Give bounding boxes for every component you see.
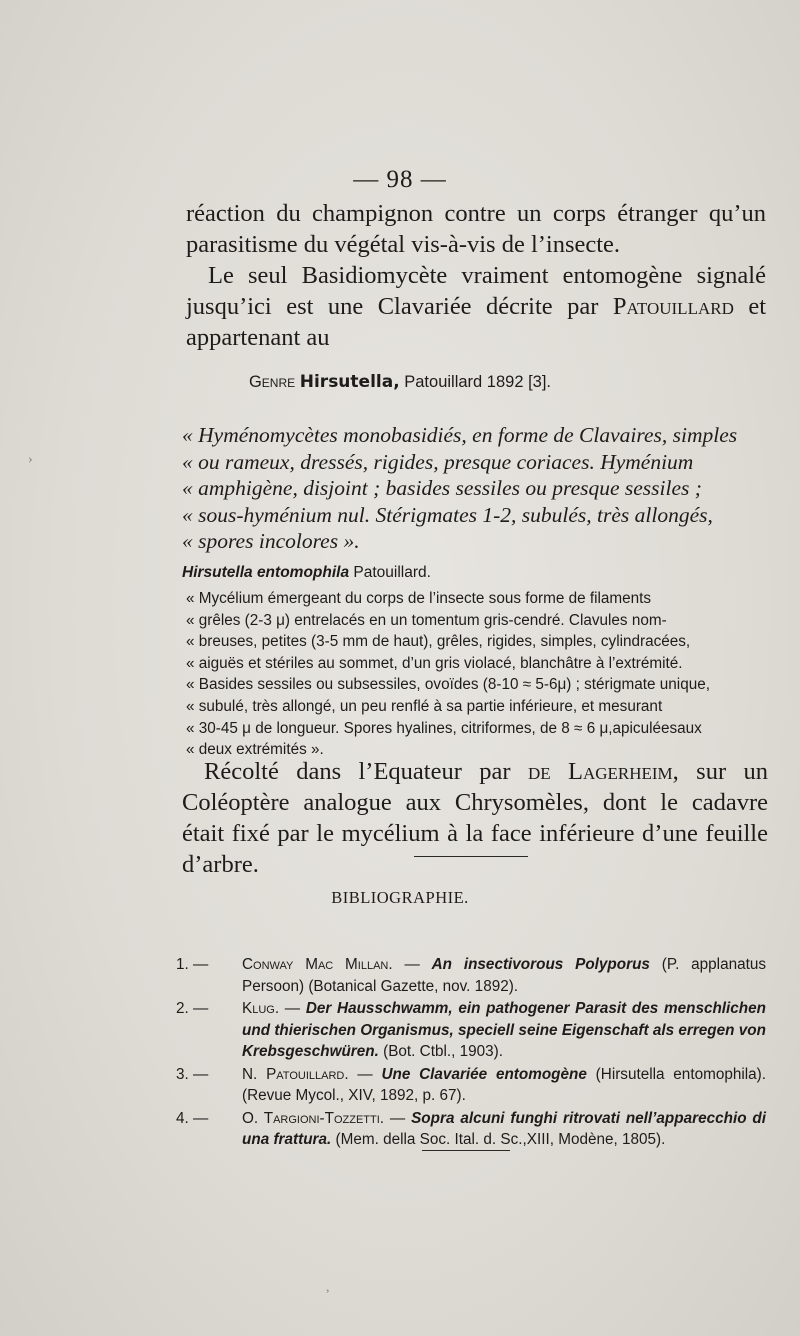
genre-label: Genre (248, 373, 296, 391)
genre-heading (0, 372, 800, 392)
reference-sep: — (348, 1065, 382, 1083)
diagnosis-line: « spores incolores ». (182, 529, 360, 553)
species-line: « deux extrémités ». (186, 741, 324, 759)
collection-paragraph (182, 756, 768, 880)
bibliography-heading: BIBLIOGRAPHIE. (331, 888, 469, 907)
species-line: « Basides sessiles ou subsessiles, ovoïdes (8-10 ≈ 5-6μ) ; stérigmate unique, (186, 676, 710, 694)
reference-number: 3. — (176, 1065, 209, 1083)
species-line: « subulé, très allongé, un peu renflé à sa partie inférieure, et mesurant (186, 697, 663, 715)
collection-author: de Lagerheim (527, 758, 673, 785)
bibliography-list (176, 954, 766, 1152)
end-divider (422, 1150, 510, 1151)
scan-speck: › (28, 452, 33, 467)
intro-text-end: et appartenant au (186, 293, 766, 351)
diagnosis-line: « amphigène, disjoint ; basides sessiles ou presque sessiles ; (182, 476, 702, 500)
reference-item (176, 954, 766, 997)
scan-speck: , (326, 1280, 330, 1295)
reference-title: Une Clavariée entomogène (381, 1065, 587, 1083)
diagnosis-line: « sous-hyménium nul. Stérigmates 1-2, subulés, très allongés, (182, 502, 713, 527)
reference-sep: — (279, 1000, 306, 1017)
species-line: « 30-45 μ de longueur. Spores hyalines, citriformes, de 8 ≈ 6 μ,apiculéesaux (186, 719, 702, 737)
reference-number: 2. — (176, 1000, 209, 1017)
reference-item (176, 998, 766, 1063)
species-heading (182, 564, 762, 582)
species-line: « breuses, petites (3-5 mm de haut), grêles, rigides, simples, cylindracées, (186, 633, 691, 651)
page-number: — 98 — (353, 166, 447, 193)
collection-end: , sur un Coléoptère analogue aux Chrysomèles, dont le cadavre était fixé par le mycélium à la face inférieure d’une feuille d’arbre. (182, 758, 768, 878)
diagnosis-line: « ou rameux, dressés, rigides, presque coriaces. Hyménium (182, 449, 694, 474)
reference-title: Sopra alcuni funghi ritrovati nell’apparecchio di una frattura. (242, 1109, 767, 1148)
genre-name: Hirsutella, (299, 372, 400, 392)
reference-details: (Bot. Ctbl., 1903). (378, 1043, 504, 1060)
species-name: Hirsutella entomophila (182, 564, 350, 581)
intro-line-1: réaction du champignon contre un corps étranger qu’un parasitisme du végétal vis-à-vis de l’insecte. (186, 200, 766, 258)
reference-details: (Hirsutella entomophila). (Revue Mycol., XIV, 1892, p. 67). (242, 1065, 766, 1104)
reference-author: N. Patouillard. (242, 1065, 349, 1083)
intro-line-2 (186, 260, 766, 353)
reference-number: 1. — (176, 956, 209, 973)
intro-paragraph (186, 198, 766, 353)
reference-details: (Mem. della Soc. Ital. d. Sc.,XIII, Modène, 1805). (331, 1131, 666, 1148)
species-line: « grêles (2-3 μ) entrelacés en un tomentum gris-cendré. Clavules nom- (186, 611, 667, 629)
genre-author: Patouillard 1892 [3]. (404, 373, 552, 391)
intro-text-start: Le seul Basidiomycète vraiment entomogène signalé jusqu’ici est une Clavariée décrite par (186, 262, 766, 320)
reference-sep: — (384, 1109, 412, 1127)
intro-author: Patouillard (612, 293, 734, 320)
collection-start: Récolté dans l’Equateur par (204, 758, 528, 785)
species-line: « Mycélium émergeant du corps de l’insecte sous forme de filaments (186, 590, 652, 607)
reference-details: (P. applanatus Persoon) (Botanical Gazette, nov. 1892). (242, 956, 767, 995)
genre-diagnosis (182, 422, 768, 555)
reference-sep: — (392, 956, 432, 973)
reference-number: 4. — (176, 1109, 209, 1127)
species-line: « aiguës et stériles au sommet, d’un gris violacé, blanchâtre à l’extrémité. (186, 654, 683, 672)
reference-item (176, 1108, 766, 1151)
reference-title: An insectivorous Polyporus (431, 956, 650, 973)
reference-author: Conway Mac Millan. (242, 956, 393, 973)
reference-author: Klug. (242, 1000, 280, 1017)
diagnosis-line: « Hyménomycètes monobasidiés, en forme de Clavaires, simples (182, 423, 738, 447)
section-divider (414, 856, 528, 857)
reference-title: Der Hausschwamm, ein pathogener Parasit des menschlichen und thierischen Organismus, speciell seine Eigenschaft als erregen von Krebsgeschwüren. (242, 1000, 767, 1060)
collection-text (182, 756, 768, 880)
species-author: Patouillard. (353, 564, 431, 581)
species-description (186, 588, 766, 761)
reference-item (176, 1064, 766, 1107)
reference-author: O. Targioni-Tozzetti. (242, 1109, 385, 1127)
